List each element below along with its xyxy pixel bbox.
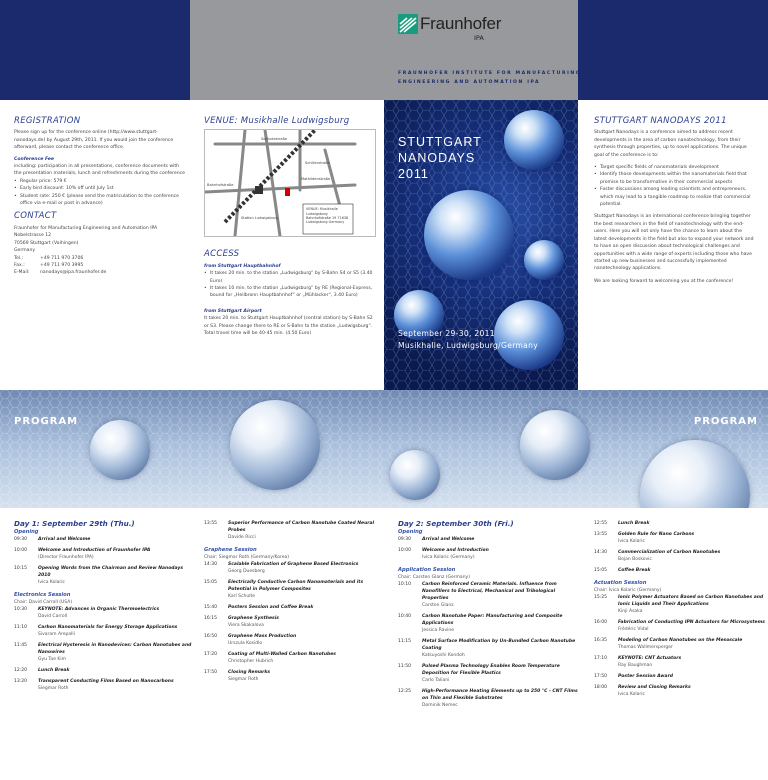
brand-unit: IPA [474,34,484,42]
session-title: Graphene Session [204,547,257,553]
program-time: 10:40 [398,614,411,619]
program-time: 10:10 [398,582,411,587]
program-row [594,549,768,563]
program-talk-title: Electrical Hysteresis in Nanodevices: Carbon Nanotubes and Nanowires [38,643,192,655]
program-time: 17:50 [204,670,217,675]
map-street-1: Solitudestraße [261,137,288,142]
program-row [204,651,384,665]
program-row [594,619,768,633]
program-talk-title: Graphene Mass Production [228,634,297,639]
program-speaker: Jessica Ravine [422,628,455,633]
program-time: 12:55 [594,521,607,526]
program-time: 13:20 [14,679,27,684]
program-speaker: Gyu Tae Kim [38,657,66,662]
sphere [520,410,590,480]
program-row [204,579,384,600]
brand-name: Fraunhofer [420,14,502,33]
program-label-left: PROGRAM [14,416,79,427]
airport-title: from Stuttgart Airport [204,308,262,314]
program-time: 11:45 [14,643,27,648]
fax-label: Fax.: [14,262,25,268]
program-row [204,669,384,683]
day1-column-2 [204,520,384,687]
day2-title: Day 2: September 30th (Fri.) [398,519,514,528]
program-time: 13:55 [204,521,217,526]
program-row [398,536,578,543]
program-speaker: Katsuyoshi Kondoh [422,653,465,658]
program-speaker: Ivica Kolaric (Germany) [422,555,475,560]
contact-title: CONTACT [14,211,57,222]
about-panel [594,118,756,285]
program-row [204,604,384,611]
program-row [594,673,768,680]
hbf-title: from Stuttgart Hauptbahnhof [204,263,281,269]
program-time: 15:25 [594,595,607,600]
access-title: ACCESS [204,249,240,260]
program-talk-title: Transparent Conducting Films Based on Nanocarbons [38,679,174,684]
program-row [14,678,194,692]
program-talk-title: Coffee Break [618,568,651,573]
sphere [230,400,320,490]
program-talk-title: High-Performance Heating Elements up to 250 °C - CNT Films on Thin and Flexible Substrates [422,689,578,701]
program-time: 17:10 [594,656,607,661]
program-time: 10:00 [398,548,411,553]
cover-title-line: 2011 [398,167,429,181]
fraunhofer-logo-icon [398,14,418,34]
program-talk-title: Closing Remarks [228,670,271,675]
registration-intro: Please sign up for the conference online (http://www.stuttgart-nanodays.de) by August 29th, 2011. If you would join the conference afterward, please contact the conference office. [14,130,174,151]
session-chair: Chair: David Carroll (USA) [14,600,73,605]
program-speaker: (Director Fraunhofer IPA) [38,555,94,560]
day2-column-1 [398,520,578,713]
institute-line-1: FRAUNHOFER INSTITUTE FOR MANUFACTURING [398,71,582,76]
program-speaker: Ivica Kolaric [618,692,645,697]
hbf-list [204,270,376,300]
about-p2: Stuttgart Nanodays is an international conference bringing together the best researchers in the field of nanotechnology with the end-users. Here you will not only have the chance to learn about the latest developments in the field but also to expand your network and to have an open discussion about technological challenges and opportunities with a wide range of experts including those who have started up new businesses and successfully implemented nanotechnology applications. [594,214,754,272]
program-talk-title: Arrival and Welcome [422,537,475,542]
sphere [504,110,564,170]
program-row [594,531,768,545]
institute-line [398,69,581,87]
map-street-2: Mathildenstraße [301,177,331,182]
program-speaker: Ivica Kolaric [38,580,65,585]
program-row [204,561,384,575]
program-row [594,520,768,527]
program-time: 15:05 [204,580,217,585]
program-talk-title: Fabrication of Conducting IPN Actuators for Microsystems [618,620,765,625]
program-time: 16:50 [204,634,217,639]
program-speaker: Urszula Kosidlo [228,641,263,646]
fee-list [14,178,186,208]
fax-value: +49 711 970 3995 [40,262,84,268]
program-talk-title: Poster Session Award [618,674,674,679]
program-talk-title: Welcome and Introduction [422,548,489,553]
program-talk-title: KEYNOTE: Advances in Organic Thermoelectrics [38,607,160,612]
registration-panel [14,118,186,277]
program-row [14,624,194,638]
tel-value: +49 711 970 3706 [40,255,84,261]
program-talk-title: Ionic Polymer Actuators Based on Carbon Nanotubes and Ionic Liquids and Their Applications [618,595,764,607]
fee-text: including: participation in all presentations, conference documents with the presentation materials, lunch and refreshments during the conference [14,164,185,177]
program-talk-title: Opening Words from the Chairman and Review Nanodays 2010 [38,566,184,578]
program-talk-title: Carbon Reinforced Ceramic Materials. Influence from Nanofillers to Electrical, Mechanical and Tribological Properties [422,582,557,601]
cover-date-text: September 29-30, 2011 [398,329,495,338]
program-row [14,536,194,543]
program-talk-title: KEYNOTE: CNT Actuators [618,656,682,661]
tel-label: Tel.: [14,255,24,261]
program-speaker: Carsten Glanz [422,603,454,608]
about-p1: Stuttgart Nanodays is a conference aimed to address recent developments in the area of carbon nanotechnology, from their synthesis through properties, up to novel applications. The unique goal of the conference is to: [594,130,747,158]
about-list [594,164,756,208]
hbf-item: • It takes 20 min. to the station „Ludwigsburg“ by S-Bahn S4 or S5 (3.40 Euro) [204,270,376,285]
mail-value[interactable]: nanodays@ipa.fraunhofer.de [40,270,107,276]
program-speaker: Bojan Boskovic [618,557,652,562]
program-speaker: Thomas Wallmersperger [618,645,673,650]
program-talk-title: Posters Session and Coffee Break [228,605,314,610]
program-talk-title: Golden Rule for Nano Carbons [618,532,695,537]
program-row [14,565,194,586]
program-time: 15:40 [204,605,217,610]
program-speaker: Georg Duesberg [228,569,265,574]
cover-date [398,328,538,352]
sphere [524,240,564,280]
program-speaker: David Carroll [38,614,68,619]
program-row [398,613,578,634]
program-talk-title: Review and Closing Remarks [618,685,691,690]
program-row [14,667,194,674]
session-title: Opening [398,529,423,535]
program-talk-title: Graphene Synthesis [228,616,279,621]
program-row [204,615,384,629]
program-time: 16:15 [204,616,217,621]
fee-item: • Regular price: 579 € [14,178,186,185]
program-time: 11:15 [398,639,411,644]
institute-line-2: ENGINEERING AND AUTOMATION IPA [398,80,541,85]
program-banner [0,390,768,508]
session-chair: Chair: Siegmar Roth (Germany/Korea) [204,555,290,560]
program-row [204,520,384,541]
program-talk-title: Modeling of Carbon Nanotubes on the Mesoscale [618,638,743,643]
program-time: 14:30 [204,562,217,567]
program-time: 11:50 [398,664,411,669]
program-talk-title: Lunch Break [618,521,650,526]
contact-line: Germany [14,248,36,254]
program-time: 18:00 [594,685,607,690]
venue-panel [204,118,376,337]
day1-title: Day 1: September 29th (Thu.) [14,519,135,528]
program-row [594,684,768,698]
session-chair: Chair: Ivica Kolaric (Germany) [594,588,662,593]
cover-place-text: Musikhalle, Ludwigsburg/Germany [398,341,539,350]
program-time: 12:25 [398,689,411,694]
program-time: 13:55 [594,532,607,537]
program-row [398,688,578,709]
map-street-3: Schillerstraße [305,161,330,166]
program-talk-title: Scalable Fabrication of Graphene Based Electronics [228,562,359,567]
day2-column-2 [594,520,768,702]
about-p3: We are looking forward to welcoming you at the conference! [594,278,734,284]
program-time: 16:35 [594,638,607,643]
program-time: 10:15 [14,566,27,571]
session-title: Application Session [398,567,456,573]
contact-line: Nobelstrasse 12 [14,233,52,239]
venue-title: VENUE: Musikhalle Ludwigsburg [204,116,350,126]
program-talk-title: Coating of Multi-Walled Carbon Nanotubes [228,652,336,657]
about-item: • Identify those developments within the nanomaterials field that promise to be transformative in their commercial aspects [594,171,756,186]
program-time: 09:30 [14,537,27,542]
about-title: STUTTGART NANODAYS 2011 [594,116,727,126]
program-talk-title: Welcome and Introduction of Fraunhofer IPA [38,548,151,553]
venue-map [204,129,376,237]
mail-label: E-Mail: [14,270,30,276]
program-talk-title: Commercialization of Carbon Nanotubes [618,550,721,555]
sphere [424,190,514,280]
sphere [90,420,150,480]
map-venue-box: VENUE: Musikhalle Ludwigsburg Bahnhofstraße 19 71638 Ludwigsburg Germany [306,207,349,225]
program-speaker: Dominik Nemec [422,703,458,708]
program-row [594,567,768,574]
sphere [390,450,440,500]
cover-title [398,134,482,182]
cover-title-line: NANODAYS [398,151,476,165]
program-row [398,581,578,609]
program-speaker: Davide Ricci [228,535,256,540]
program-time: 17:50 [594,674,607,679]
program-row [14,547,194,561]
fee-item: • Early bird discount: 10% off until July 1st [14,185,186,192]
program-speaker: Christopher Hubrich [228,659,274,664]
program-talk-title: Electrically Conductive Carbon Nanomaterials and its Potential in Polymer Composites [228,580,364,592]
program-row [204,633,384,647]
program-speaker: Siegmar Roth [38,686,69,691]
session-chair: Chair: Carsten Glanz (Germany) [398,575,470,580]
program-row [594,637,768,651]
program-row [398,547,578,561]
map-station-label: Station Ludwigsburg [241,216,278,221]
program-talk-title: Pulsed Plasma Technology Enables Room Temperature Deposition for Flexible Plastics [422,664,560,676]
day1-column-1 [14,520,194,696]
program-time: 12:20 [14,668,27,673]
program-talk-title: Superior Performance of Carbon Nanotube Coated Neural Probes [228,521,375,533]
top-left-band [0,0,190,100]
cover-panel [384,100,578,390]
program-time: 09:30 [398,537,411,542]
session-title: Opening [14,529,39,535]
program-row [398,638,578,659]
program-talk-title: Lunch Break [38,668,70,673]
contact-line: Fraunhofer for Manufacturing Engineering and Automation IPA [14,225,158,231]
airport-text: It takes 20 min. to Stuttgart Hauptbahnhof (central station) by S-Bahn S2 or S3. Please change there to RE or S-Bahn to the station „Ludwigsburg“. Total travel time will be 40-45 min. (4.50 Euro) [204,316,373,337]
cover-title-line: STUTTGART [398,135,482,149]
hbf-item: • It takes 10 min. to the station „Ludwigsburg“ by RE (Regional-Express, bound for „Heilbronn Hauptbahnhof“ or „Mühlacker“, 3.40 Euro) [204,285,376,300]
program-row [398,663,578,684]
fee-item: • Student rate: 250 € (please send the matriculation to the conference office via e-mail or post in advance) [14,193,186,208]
program-time: 14:30 [594,550,607,555]
program-speaker: Frédéric Vidal [618,627,649,632]
program-row [14,642,194,663]
about-item: • Foster discussions among leading scientists and entrepreneurs, which may lead to a tangible roadmap to realize that commercial potential. [594,186,756,208]
program-speaker: Carlo Taliani [422,678,450,683]
program-speaker: Ray Baughman [618,663,653,668]
top-right-band [578,0,768,100]
program-speaker: Ivica Kolaric [618,539,645,544]
program-speaker: Karl Schulte [228,594,255,599]
program-time: 11:10 [14,625,27,630]
session-title: Actuation Session [594,580,647,586]
map-street-4: Bahnhofstraße [207,183,234,188]
program-time: 16:00 [594,620,607,625]
program-speaker: Siegmar Roth [228,677,259,682]
program-talk-title: Carbon Nanotube Paper: Manufacturing and Composite Applications [422,614,563,626]
program-talk-title: Metal Surface Modification by Un-Bundled Carbon Nanotube Coating [422,639,576,651]
program-talk-title: Carbon Nanomaterials for Energy Storage Applications [38,625,178,630]
program-speaker: Sivaram Arepalli [38,632,75,637]
program-row [14,606,194,620]
session-title: Electronics Session [14,592,71,598]
registration-title: REGISTRATION [14,116,81,126]
program-row [594,594,768,615]
program-speaker: Viera Skakalova [228,623,264,628]
program-time: 17:20 [204,652,217,657]
about-item: • Target specific fields of nanomaterials development [594,164,756,171]
program-row [594,655,768,669]
contact-line: 70569 Stuttgart (Vaihingen) [14,240,79,246]
program-time: 15:05 [594,568,607,573]
fee-title: Conference Fee [14,156,55,162]
program-speaker: Kinji Asaka [618,609,643,614]
fraunhofer-logo [398,12,508,42]
program-talk-title: Arrival and Welcome [38,537,91,542]
program-time: 10:00 [14,548,27,553]
program-label-right: PROGRAM [693,416,758,427]
program-time: 10:30 [14,607,27,612]
